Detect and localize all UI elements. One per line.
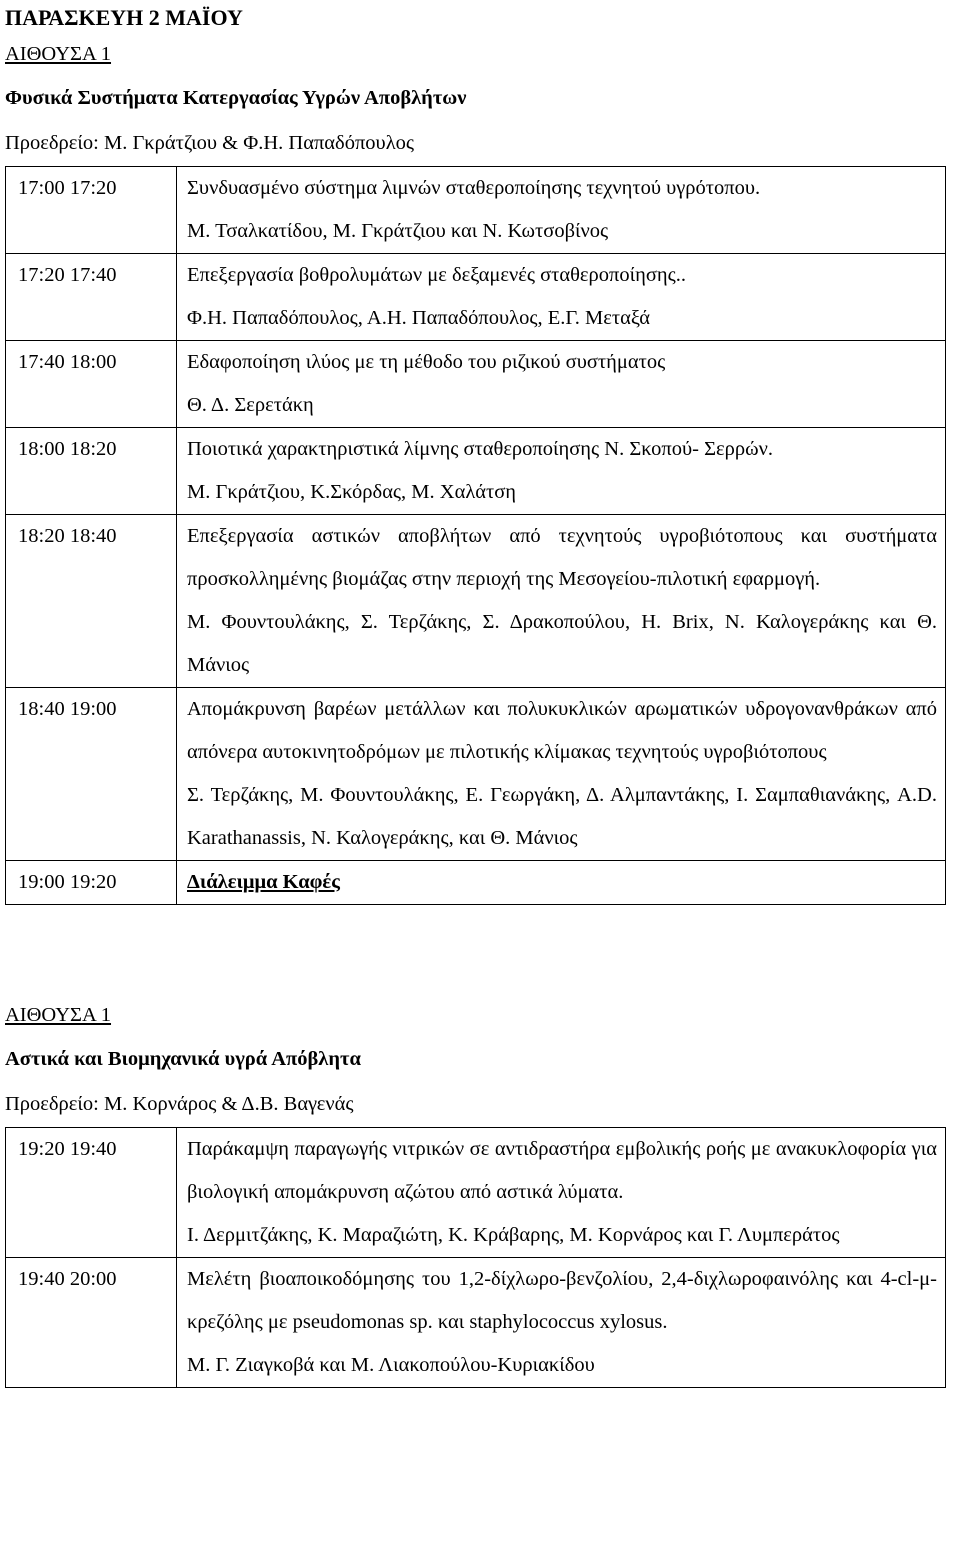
session-chairs: Προεδρείο: Μ. Γκράτζιου & Φ.Η. Παπαδόπουλος bbox=[5, 132, 414, 154]
talk-title: Επεξεργασία αστικών αποβλήτων από τεχνητούς υγροβιότοπους και συστήματα προσκολλημένης βιομάζας στην περιοχή της Μεσογείου-πιλοτική εφαρμογή. bbox=[187, 525, 937, 590]
talk-cell bbox=[177, 167, 946, 254]
break-cell bbox=[177, 861, 946, 905]
table-row bbox=[6, 515, 946, 688]
session-chairs: Προεδρείο: Μ. Κορνάρος & Δ.Β. Βαγενάς bbox=[5, 1093, 354, 1115]
talk-title: Μελέτη βιοαποικοδόμησης του 1,2-δίχλωρο-βενζολίου, 2,4-διχλωροφαινόλης και 4-cl-μ-κρεζόλης με pseudomonas sp. και staphylococcus xylosus. bbox=[187, 1268, 937, 1333]
break-time: 19:00 19:20 bbox=[6, 861, 177, 905]
section-spacer bbox=[5, 905, 946, 993]
table-row bbox=[6, 428, 946, 515]
break-row bbox=[6, 861, 946, 905]
talk-authors: Μ. Γ. Ζιαγκοβά και Μ. Λιακοπούλου-Κυριακίδου bbox=[187, 1354, 595, 1376]
talk-time: 18:20 18:40 bbox=[6, 515, 177, 688]
talk-time: 19:40 20:00 bbox=[6, 1258, 177, 1388]
table-row bbox=[6, 341, 946, 428]
talk-cell bbox=[177, 515, 946, 688]
talk-authors: Μ. Φουντουλάκης, Σ. Τερζάκης, Σ. Δρακοπούλου, Η. Brix, Ν. Καλογεράκης και Θ. Μάνιος bbox=[187, 611, 937, 676]
hall-label: ΑΙΘΟΥΣΑ 1 bbox=[5, 1004, 112, 1026]
hall-label: ΑΙΘΟΥΣΑ 1 bbox=[5, 43, 112, 65]
talk-time: 17:40 18:00 bbox=[6, 341, 177, 428]
session-1 bbox=[5, 32, 946, 905]
table-row bbox=[6, 254, 946, 341]
schedule-table bbox=[5, 1127, 946, 1388]
talk-cell bbox=[177, 1258, 946, 1388]
talk-title: Απομάκρυνση βαρέων μετάλλων και πολυκυκλικών αρωματικών υδρογονανθράκων από απόνερα αυτοκινητοδρόμων με πιλοτικής κλίμακας τεχνητούς υγροβιότοπους bbox=[187, 698, 937, 763]
table-row bbox=[6, 1258, 946, 1388]
talk-time: 18:40 19:00 bbox=[6, 688, 177, 861]
talk-cell bbox=[177, 1128, 946, 1258]
document-page bbox=[0, 4, 960, 1388]
talk-time: 17:20 17:40 bbox=[6, 254, 177, 341]
talk-authors: Θ. Δ. Σερετάκη bbox=[187, 394, 314, 416]
talk-title: Επεξεργασία βοθρολυμάτων με δεξαμενές σταθεροποίησης.. bbox=[187, 264, 686, 286]
talk-time: 19:20 19:40 bbox=[6, 1128, 177, 1258]
talk-title: Ποιοτικά χαρακτηριστικά λίμνης σταθεροποίησης Ν. Σκοπού- Σερρών. bbox=[187, 438, 773, 460]
talk-authors: Ι. Δερμιτζάκης, Κ. Μαραζιώτη, Κ. Κράβαρης, Μ. Κορνάρος και Γ. Λυμπεράτος bbox=[187, 1224, 840, 1246]
talk-title: Συνδυασμένο σύστημα λιμνών σταθεροποίησης τεχνητού υγρότοπου. bbox=[187, 177, 761, 199]
talk-title: Εδαφοποίηση ιλύος με τη μέθοδο του ριζικού συστήματος bbox=[187, 351, 666, 373]
talk-cell bbox=[177, 688, 946, 861]
talk-authors: Σ. Τερζάκης, Μ. Φουντουλάκης, Ε. Γεωργάκη, Δ. Αλμπαντάκης, Ι. Σαμπαθιανάκης, A.D. Karathanassis, Ν. Καλογεράκης, και Θ. Μάνιος bbox=[187, 784, 937, 849]
talk-title: Παράκαμψη παραγωγής νιτρικών σε αντιδραστήρα εμβολικής ροής με ανακυκλοφορία για βιολογική απομάκρυνση αζώτου από αστικά λύματα. bbox=[187, 1138, 937, 1203]
table-row bbox=[6, 167, 946, 254]
talk-cell bbox=[177, 428, 946, 515]
session-2 bbox=[5, 993, 946, 1388]
schedule-table bbox=[5, 166, 946, 905]
break-label: Διάλειμμα Καφές bbox=[187, 871, 340, 893]
talk-authors: Μ. Τσαλκατίδου, Μ. Γκράτζιου και Ν. Κωτσοβίνος bbox=[187, 220, 609, 242]
table-row bbox=[6, 688, 946, 861]
table-row bbox=[6, 1128, 946, 1258]
session-title: Φυσικά Συστήματα Κατεργασίας Υγρών Αποβλήτων bbox=[5, 87, 467, 109]
talk-time: 18:00 18:20 bbox=[6, 428, 177, 515]
talk-authors: Μ. Γκράτζιου, Κ.Σκόρδας, Μ. Χαλάτση bbox=[187, 481, 517, 503]
talk-cell bbox=[177, 254, 946, 341]
talk-time: 17:00 17:20 bbox=[6, 167, 177, 254]
day-title: ΠΑΡΑΣΚΕΥΗ 2 ΜΑΪΟΥ bbox=[5, 5, 243, 30]
talk-authors: Φ.Η. Παπαδόπουλος, Α.Η. Παπαδόπουλος, Ε.Γ. Μεταξά bbox=[187, 307, 650, 329]
session-title: Αστικά και Βιομηχανικά υγρά Απόβλητα bbox=[5, 1048, 361, 1070]
talk-cell bbox=[177, 341, 946, 428]
